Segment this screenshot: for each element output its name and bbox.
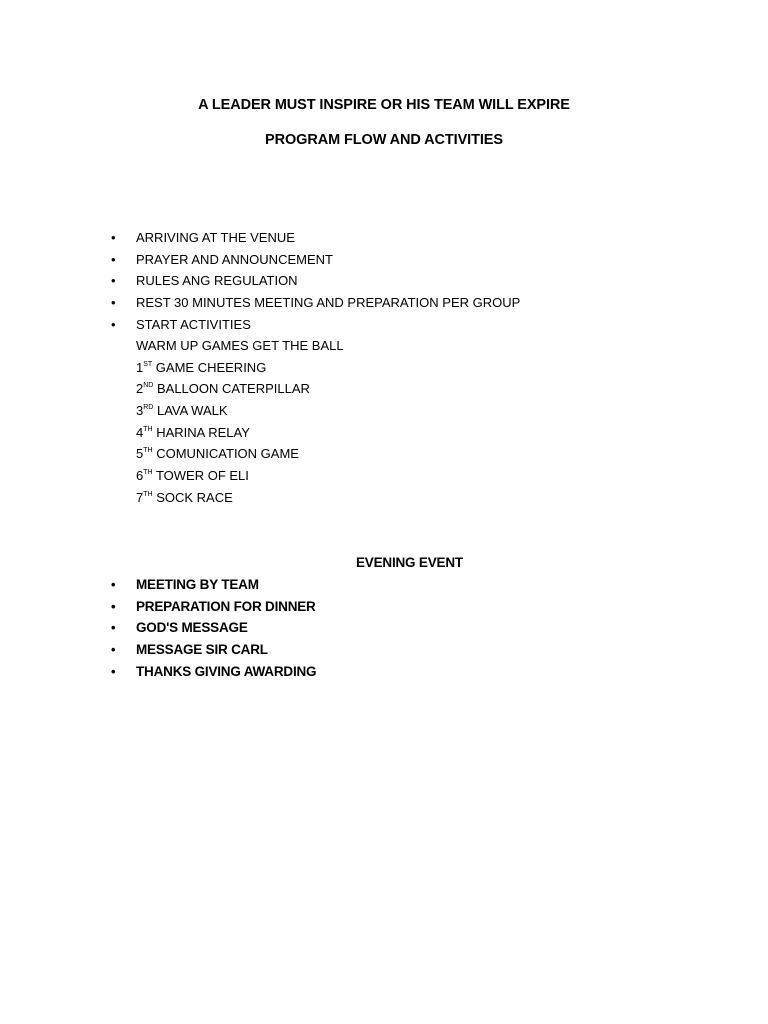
ordinal-suffix: ST	[143, 360, 153, 368]
activity-item	[0, 359, 344, 381]
list-item	[0, 619, 316, 641]
activity-item	[0, 445, 344, 467]
activity-item	[0, 467, 344, 489]
list-item-text: REST 30 MINUTES MEETING AND PREPARATION PER GROUP	[136, 295, 521, 311]
list-item	[0, 598, 316, 620]
list-item	[0, 641, 316, 663]
ordinal-suffix: TH	[143, 425, 153, 433]
ordinal-suffix: ND	[143, 382, 154, 390]
document-title: A LEADER MUST INSPIRE OR HIS TEAM WILL EXPIRE	[198, 97, 570, 113]
bullet-icon: •	[111, 251, 116, 267]
activity-number: 1	[136, 359, 144, 375]
activity-text: LAVA WALK	[153, 403, 228, 419]
activity-item	[0, 337, 344, 359]
list-item	[0, 272, 520, 294]
activity-text: COMUNICATION GAME	[152, 446, 299, 462]
activity-item	[0, 424, 344, 446]
list-item	[0, 663, 316, 685]
bullet-icon: •	[111, 230, 116, 245]
activity-list	[0, 337, 344, 511]
activity-item	[0, 489, 344, 511]
ordinal-suffix: TH	[143, 469, 153, 477]
activity-number: 6	[136, 468, 144, 484]
list-item	[0, 294, 520, 316]
activity-number: 2	[136, 381, 144, 397]
activity-text: GAME CHEERING	[152, 359, 267, 375]
program-list	[0, 229, 520, 337]
activity-text: WARM UP GAMES GET THE BALL	[136, 338, 344, 353]
list-item	[0, 251, 520, 273]
activity-number: 3	[136, 403, 144, 419]
list-item-text: RULES ANG REGULATION	[136, 273, 298, 289]
bullet-icon: •	[111, 295, 116, 311]
activity-item	[0, 402, 344, 424]
list-item-text: PREPARATION FOR DINNER	[136, 598, 316, 614]
activity-number: 4	[136, 424, 144, 440]
evening-event-heading: EVENING EVENT	[356, 555, 463, 570]
bullet-icon: •	[111, 577, 116, 592]
bullet-icon: •	[111, 316, 116, 332]
ordinal-suffix: RD	[143, 404, 154, 412]
list-item-text: THANKS GIVING AWARDING	[136, 663, 317, 679]
list-item-text: START ACTIVITIES	[136, 316, 251, 332]
list-item-text: MEETING BY TEAM	[136, 577, 259, 592]
activity-text: SOCK RACE	[152, 489, 233, 505]
list-item-text: GOD'S MESSAGE	[136, 620, 248, 636]
ordinal-suffix: TH	[143, 447, 153, 455]
list-item-text: MESSAGE SIR CARL	[136, 642, 268, 658]
bullet-icon: •	[111, 273, 116, 289]
list-item-text: ARRIVING AT THE VENUE	[136, 230, 295, 245]
list-item	[0, 229, 520, 251]
bullet-icon: •	[111, 663, 116, 679]
evening-list	[0, 576, 316, 684]
activity-number: 5	[136, 446, 144, 462]
activity-item	[0, 380, 344, 402]
bullet-icon: •	[111, 642, 116, 658]
bullet-icon: •	[111, 598, 116, 614]
list-item-text: PRAYER AND ANNOUNCEMENT	[136, 251, 333, 267]
activity-text: TOWER OF ELI	[152, 468, 249, 484]
activity-text: BALLOON CATERPILLAR	[153, 381, 310, 397]
list-item	[0, 576, 316, 598]
activity-number: 7	[136, 489, 144, 505]
ordinal-suffix: TH	[143, 490, 153, 498]
bullet-icon: •	[111, 620, 116, 636]
list-item	[0, 316, 520, 338]
document-subtitle: PROGRAM FLOW AND ACTIVITIES	[265, 132, 503, 148]
activity-text: HARINA RELAY	[152, 424, 250, 440]
